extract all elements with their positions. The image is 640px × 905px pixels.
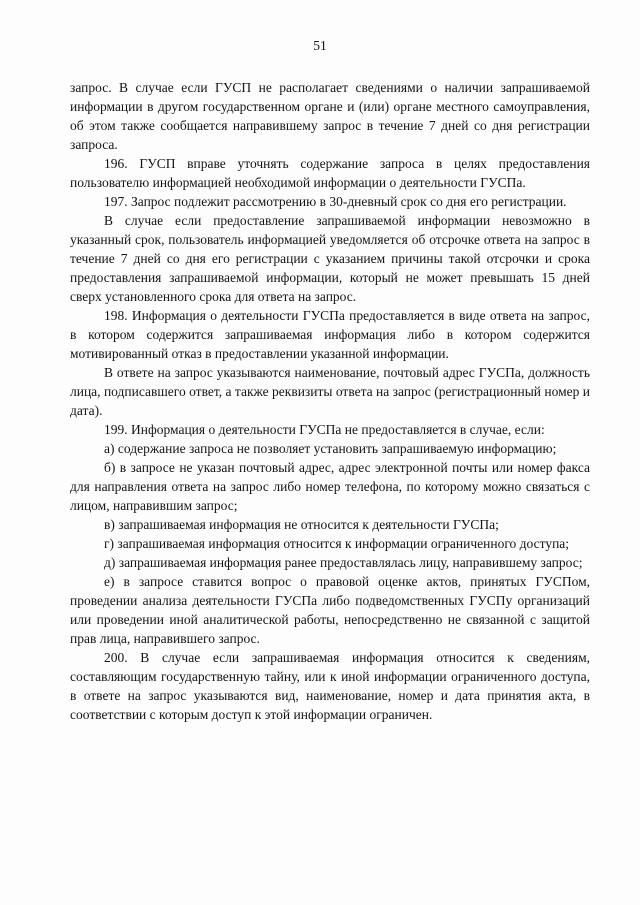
paragraph-197-delay: В случае если предоставление запрашиваемой информации невозможно в указанный срок, пользователь информацией уведомляется об отсрочке ответа на запрос в течение 7 дней со дня его регистрации с указанием причины такой отсрочки и срока предоставления запрашиваемой информации, который не может превышать 15 дней сверх установленного срока для ответа на запрос. [70, 213, 590, 304]
paragraph-198-answer: В ответе на запрос указываются наименование, почтовый адрес ГУСПа, должность лица, подписавшего ответ, а также реквизиты ответа на запрос (регистрационный номер и дата). [70, 365, 590, 418]
paragraph-197: 197. Запрос подлежит рассмотрению в 30-дневный срок со дня его регистрации. [104, 194, 567, 209]
list-item-b: б) в запросе не указан почтовый адрес, адрес электронной почты или номер факса для направления ответа на запрос либо номер телефона, по которому можно связаться с лицом, направившим запрос; [70, 460, 590, 513]
list-item-a: а) содержание запроса не позволяет установить запрашиваемую информацию; [104, 441, 557, 456]
list-item-d: д) запрашиваемая информация ранее предоставлялась лицу, направившему запрос; [104, 555, 583, 570]
list-item-g: г) запрашиваемая информация относится к информации ограниченного доступа; [104, 536, 570, 551]
paragraph-198: 198. Информация о деятельности ГУСПа предоставляется в виде ответа на запрос, в котором содержится запрашиваемая информация либо в котором содержится мотивированный отказ в предоставлении указанной информации. [70, 308, 590, 361]
paragraph-199: 199. Информация о деятельности ГУСПа не предоставляется в случае, если: [104, 422, 545, 437]
paragraph-continuation: запрос. В случае если ГУСП не располагает сведениями о наличии запрашиваемой информации в другом государственном органе и (или) органе местного самоуправления, об этом также сообщается направившему запрос в течение 7 дней со дня регистрации запроса. [70, 80, 590, 152]
list-item-v: в) запрашиваемая информация не относится к деятельности ГУСПа; [104, 517, 499, 532]
paragraph-200: 200. В случае если запрашиваемая информация относится к сведениям, составляющим государственную тайну, или к иной информации ограниченного доступа, в ответе на запрос указываются вид, наименование, номер и дата принятия акта, в соответствии с которым доступ к этой информации ограничен. [70, 650, 590, 722]
list-item-e: е) в запросе ставится вопрос о правовой оценке актов, принятых ГУСПом, проведении анализа деятельности ГУСПа либо подведомственных ГУСПу организаций или проведении иной аналитической работы, непосредственно не связанной с защитой прав лица, направившего запрос. [70, 574, 590, 646]
document-body [70, 78, 590, 724]
paragraph-196: 196. ГУСП вправе уточнять содержание запроса в целях предоставления пользователю информацией необходимой информации о деятельности ГУСПа. [70, 156, 590, 190]
page-number: 51 [313, 38, 327, 53]
